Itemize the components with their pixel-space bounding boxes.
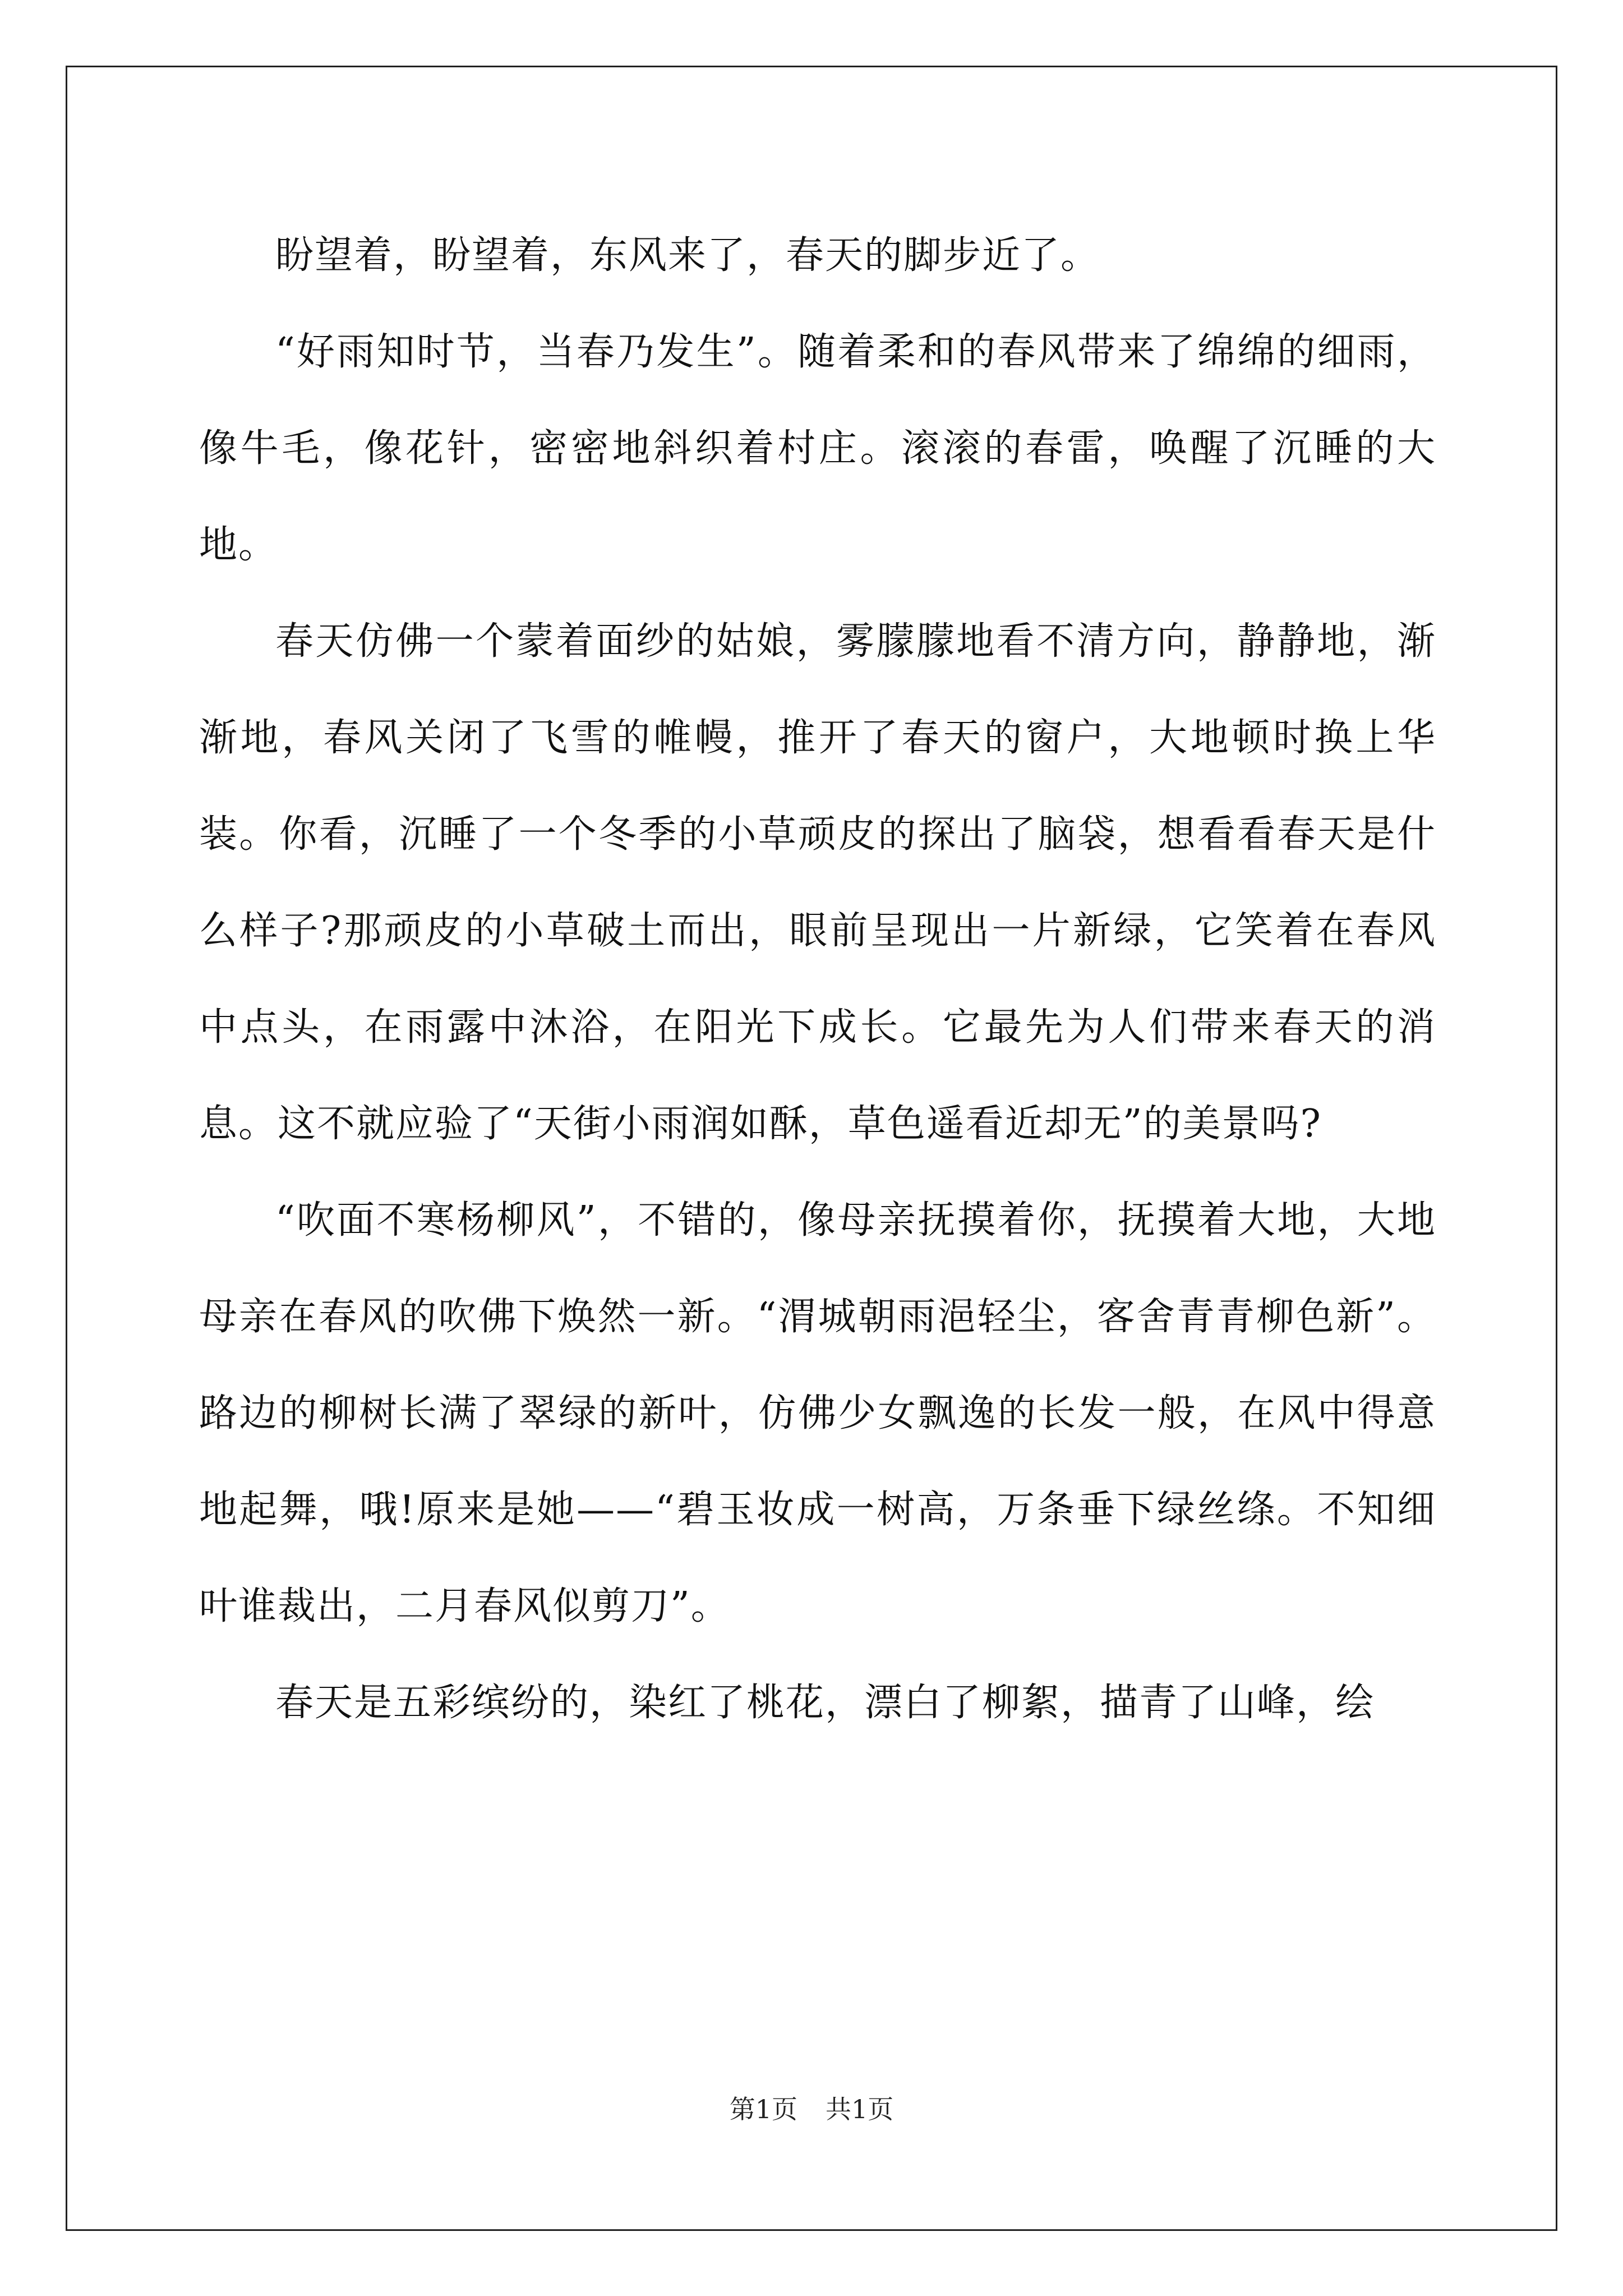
paragraph-5: 春天是五彩缤纷的，染红了桃花，漂白了柳絮，描青了山峰，绘: [275, 1681, 1375, 1725]
paragraph-2: “好雨知时节，当春乃发生”。随着柔和的春风带来了绵绵的细雨，像牛毛，像花针，密密地斜织着村庄。滚滚的春雷，唤醒了沉睡的大地。: [199, 330, 1436, 567]
paragraph-1: 盼望着，盼望着，东风来了，春天的脚步近了。: [275, 233, 1100, 278]
page-number: 第1页: [729, 2094, 797, 2124]
document-body: [199, 208, 1436, 1751]
page-footer: [0, 2092, 1623, 2126]
paragraph-4: “吹面不寒杨柳风”，不错的，像母亲抚摸着你，抚摸着大地，大地母亲在春风的吹佛下焕然一新。“渭城朝雨浥轻尘，客舍青青柳色新”。路边的柳树长满了翠绿的新叶，仿佛少女飘逸的长发一般，在风中得意地起舞，哦!原来是她——“碧玉妆成一树高，万条垂下绿丝绦。不知细叶谁裁出，二月春风似剪刀”。: [199, 1198, 1436, 1628]
paragraph-3: 春天仿佛一个蒙着面纱的姑娘，雾朦朦地看不清方向，静静地，渐渐地，春风关闭了飞雪的帷幔，推开了春天的窗户，大地顿时换上华装。你看，沉睡了一个冬季的小草顽皮的探出了脑袋，想看看春天是什么样子?那顽皮的小草破土而出，眼前呈现出一片新绿，它笑着在春风中点头，在雨露中沐浴，在阳光下成长。它最先为人们带来春天的消息。这不就应验了“天街小雨润如酥，草色遥看近却无”的美景吗?: [199, 619, 1436, 1146]
page-total: 共1页: [826, 2094, 894, 2124]
